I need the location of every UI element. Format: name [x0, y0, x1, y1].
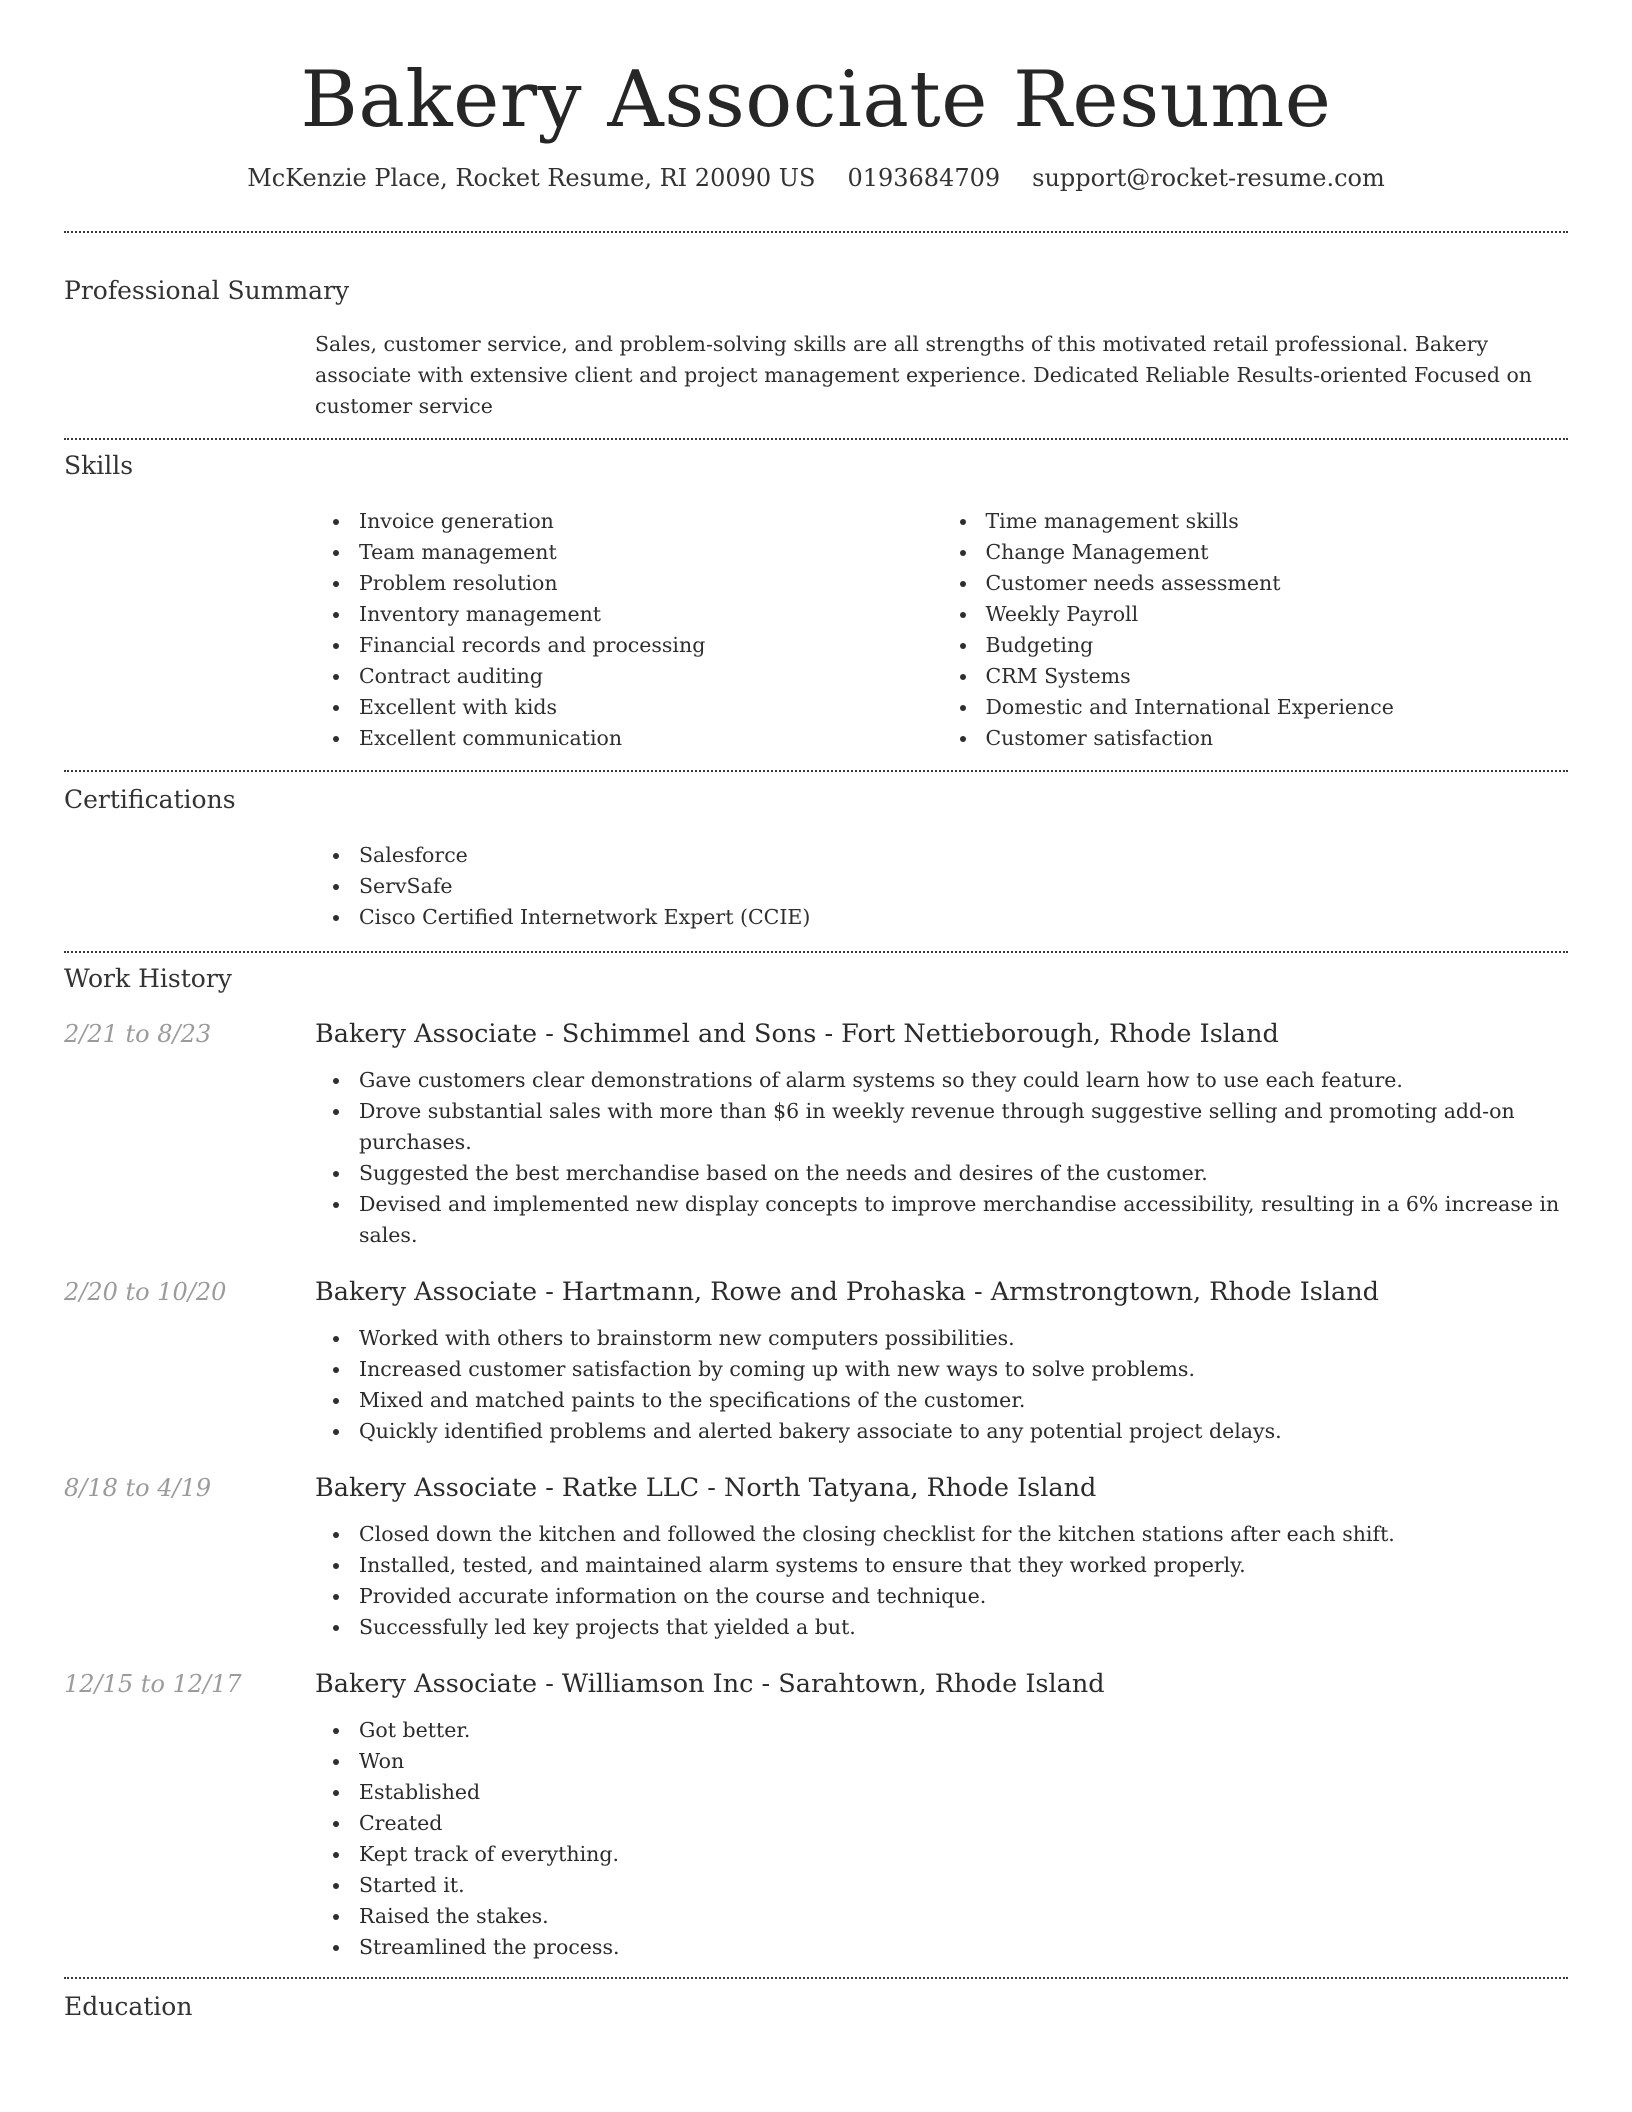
job-entry: [64, 1017, 1568, 1251]
work-history-section: [64, 953, 1568, 1963]
skills-columns: [315, 506, 1568, 754]
list-item: Got better.: [359, 1715, 1568, 1746]
job-date: 12/15 to 12/17: [64, 1670, 242, 1698]
job-bullets: [315, 1519, 1568, 1643]
list-item: Quickly identified problems and alerted bakery associate to any potential project delays.: [359, 1416, 1568, 1447]
job-body: [315, 1667, 1568, 1963]
job-body: [315, 1275, 1568, 1447]
job-bullets: [315, 1323, 1568, 1447]
list-item: CRM Systems: [986, 661, 1569, 692]
job-title: Bakery Associate - Ratke LLC - North Tatyana, Rhode Island: [315, 1473, 1097, 1503]
section-title-certifications: Certifications: [64, 785, 236, 814]
job-bullets: [315, 1065, 1568, 1251]
job-entry: [64, 1667, 1568, 1963]
job-date: 2/20 to 10/20: [64, 1278, 227, 1306]
list-item: Cisco Certified Internetwork Expert (CCIE): [359, 902, 1568, 933]
list-item: Worked with others to brainstorm new computers possibilities.: [359, 1323, 1568, 1354]
job-date: 2/21 to 8/23: [64, 1020, 212, 1048]
list-item: Created: [359, 1808, 1568, 1839]
skills-list-right: [942, 506, 1569, 754]
list-item: Customer satisfaction: [986, 723, 1569, 754]
resume-page: [64, 0, 1568, 2023]
list-item: Change Management: [986, 537, 1569, 568]
list-item: Kept track of everything.: [359, 1839, 1568, 1870]
job-bullets: [315, 1715, 1568, 1963]
contact-address: McKenzie Place, Rocket Resume, RI 20090 US: [247, 164, 816, 192]
job-title: Bakery Associate - Schimmel and Sons - Fort Nettieborough, Rhode Island: [315, 1019, 1279, 1049]
list-item: Salesforce: [359, 840, 1568, 871]
list-item: ServSafe: [359, 871, 1568, 902]
section-title-summary: Professional Summary: [64, 276, 350, 305]
resume-title: Bakery Associate Resume: [300, 55, 1332, 145]
list-item: Financial records and processing: [359, 630, 942, 661]
list-item: Raised the stakes.: [359, 1901, 1568, 1932]
list-item: Won: [359, 1746, 1568, 1777]
job-title: Bakery Associate - Williamson Inc - Sarahtown, Rhode Island: [315, 1669, 1105, 1699]
job-entry: [64, 1275, 1568, 1447]
skills-section: [64, 440, 1568, 754]
contact-phone: 0193684709: [847, 164, 1001, 192]
list-item: Weekly Payroll: [986, 599, 1569, 630]
list-item: Closed down the kitchen and followed the closing checklist for the kitchen stations after each shift.: [359, 1519, 1568, 1550]
list-item: Contract auditing: [359, 661, 942, 692]
list-item: Domestic and International Experience: [986, 692, 1569, 723]
skills-list-left: [315, 506, 942, 754]
list-item: Invoice generation: [359, 506, 942, 537]
summary-section: [64, 233, 1568, 422]
list-item: Customer needs assessment: [986, 568, 1569, 599]
list-item: Streamlined the process.: [359, 1932, 1568, 1963]
list-item: Excellent communication: [359, 723, 942, 754]
section-title-education: Education: [64, 1992, 193, 2021]
education-section: [64, 1979, 1568, 2023]
contact-email[interactable]: support@rocket-resume.com: [1032, 164, 1385, 192]
contact-line: [64, 163, 1568, 193]
list-item: Gave customers clear demonstrations of alarm systems so they could learn how to use each feature.: [359, 1065, 1568, 1096]
certifications-content: [315, 840, 1568, 933]
list-item: Increased customer satisfaction by coming up with new ways to solve problems.: [359, 1354, 1568, 1385]
list-item: Time management skills: [986, 506, 1569, 537]
section-title-work-history: Work History: [64, 964, 232, 993]
list-item: Mixed and matched paints to the specifications of the customer.: [359, 1385, 1568, 1416]
list-item: Established: [359, 1777, 1568, 1808]
list-item: Excellent with kids: [359, 692, 942, 723]
job-entry: [64, 1471, 1568, 1643]
list-item: Team management: [359, 537, 942, 568]
list-item: Budgeting: [986, 630, 1569, 661]
list-item: Started it.: [359, 1870, 1568, 1901]
job-body: [315, 1017, 1568, 1251]
list-item: Inventory management: [359, 599, 942, 630]
list-item: Successfully led key projects that yielded a but.: [359, 1612, 1568, 1643]
job-date: 8/18 to 4/19: [64, 1474, 212, 1502]
list-item: Provided accurate information on the course and technique.: [359, 1581, 1568, 1612]
list-item: Devised and implemented new display concepts to improve merchandise accessibility, resulting in a 6% increase in sales.: [359, 1189, 1568, 1251]
summary-text: Sales, customer service, and problem-solving skills are all strengths of this motivated retail professional. Bakery associate with extensive client and project management experience. Dedicated Reliable Results-oriented Focused on customer service: [315, 332, 1532, 418]
list-item: Installed, tested, and maintained alarm systems to ensure that they worked properly.: [359, 1550, 1568, 1581]
certifications-list: [315, 840, 1568, 933]
list-item: Problem resolution: [359, 568, 942, 599]
certifications-section: [64, 772, 1568, 933]
list-item: Drove substantial sales with more than $6 in weekly revenue through suggestive selling and promoting add-on purchases.: [359, 1096, 1568, 1158]
section-title-skills: Skills: [64, 451, 134, 480]
job-title: Bakery Associate - Hartmann, Rowe and Prohaska - Armstrongtown, Rhode Island: [315, 1277, 1380, 1307]
job-body: [315, 1471, 1568, 1643]
list-item: Suggested the best merchandise based on the needs and desires of the customer.: [359, 1158, 1568, 1189]
